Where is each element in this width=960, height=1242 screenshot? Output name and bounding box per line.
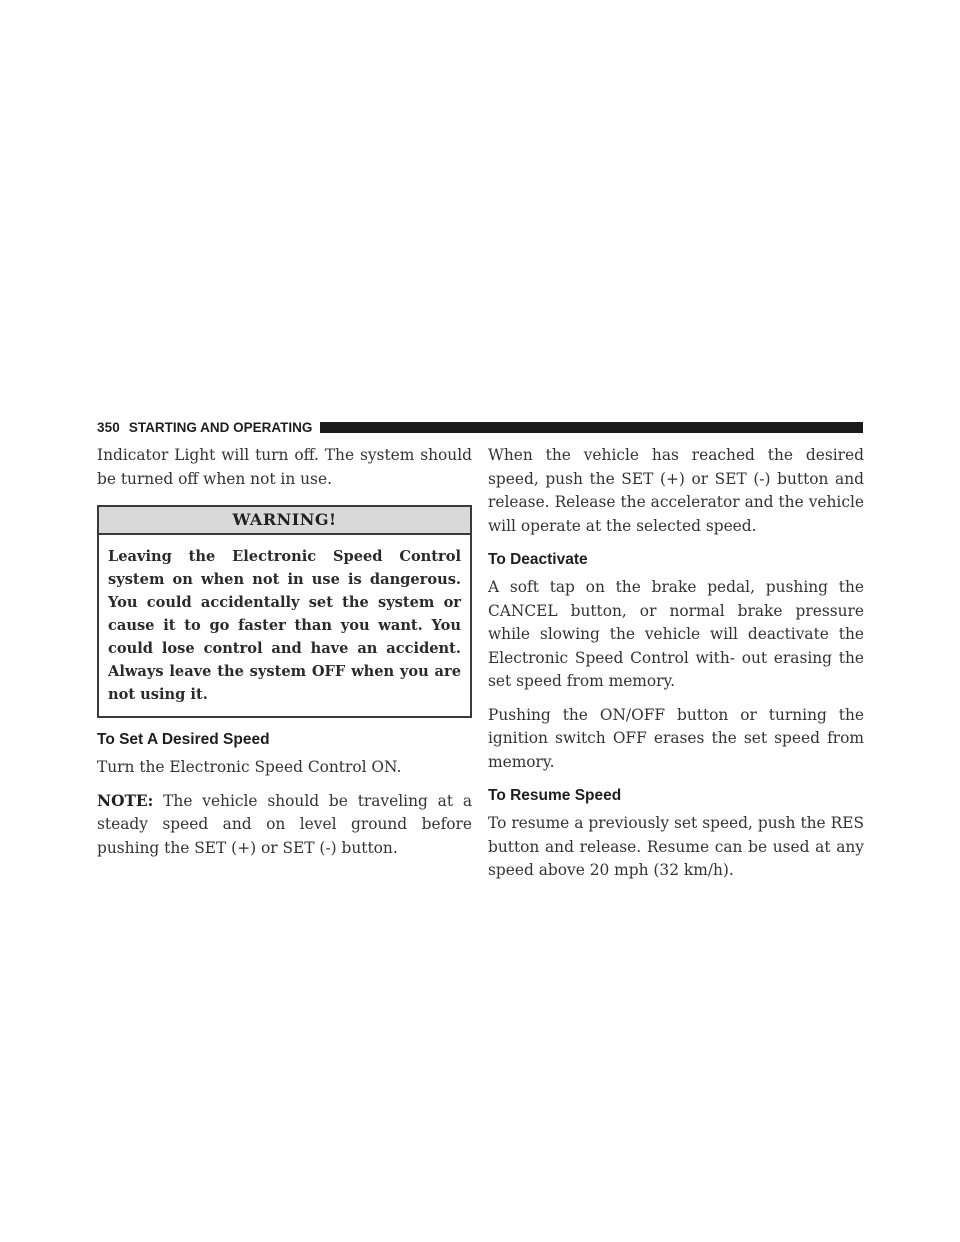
deactivate-heading: To Deactivate [488, 551, 588, 568]
warning-text: Leaving the Electronic Speed Control system on when not in use is dangerous. You could accidentally set the system or cause it to go faster than you want. You could lose control and have an accident. Always leave the system OFF when you are not using it. [108, 548, 461, 703]
right-column [488, 444, 864, 893]
set-speed-heading: To Set A Desired Speed [97, 731, 270, 748]
warning-box [97, 505, 472, 718]
page-header [97, 418, 863, 436]
warning-title: WARNING! [99, 507, 470, 535]
note-paragraph [97, 790, 472, 861]
note-text: The vehicle should be traveling at a steady speed and on level ground before pushing the SET (+) or SET (-) button. [97, 791, 472, 857]
intro-paragraph: Indicator Light will turn off. The system should be turned off when not in use. [97, 446, 472, 488]
left-column [97, 444, 472, 870]
note-label: NOTE: [97, 791, 154, 810]
resume-speed-heading: To Resume Speed [488, 787, 622, 804]
header-rule [320, 422, 863, 433]
resume-speed-paragraph: To resume a previously set speed, push the RES button and release. Resume can be used at any speed above 20 mph (32 km/h). [488, 814, 864, 879]
deactivate-paragraph-1: A soft tap on the brake pedal, pushing the CANCEL button, or normal brake pressure while slowing the vehicle will deactivate the Electronic Speed Control with- out erasing the set speed from memory. [488, 578, 864, 690]
deactivate-paragraph-2: Pushing the ON/OFF button or turning the ignition switch OFF erases the set speed from memory. [488, 705, 864, 771]
reached-speed-paragraph: When the vehicle has reached the desired speed, push the SET (+) or SET (-) button and release. Release the accelerator and the vehicle will operate at the selected speed. [488, 446, 864, 535]
section-title: STARTING AND OPERATING [128, 419, 313, 435]
page-number: 350 [97, 419, 120, 435]
set-speed-paragraph: Turn the Electronic Speed Control ON. [97, 758, 402, 776]
